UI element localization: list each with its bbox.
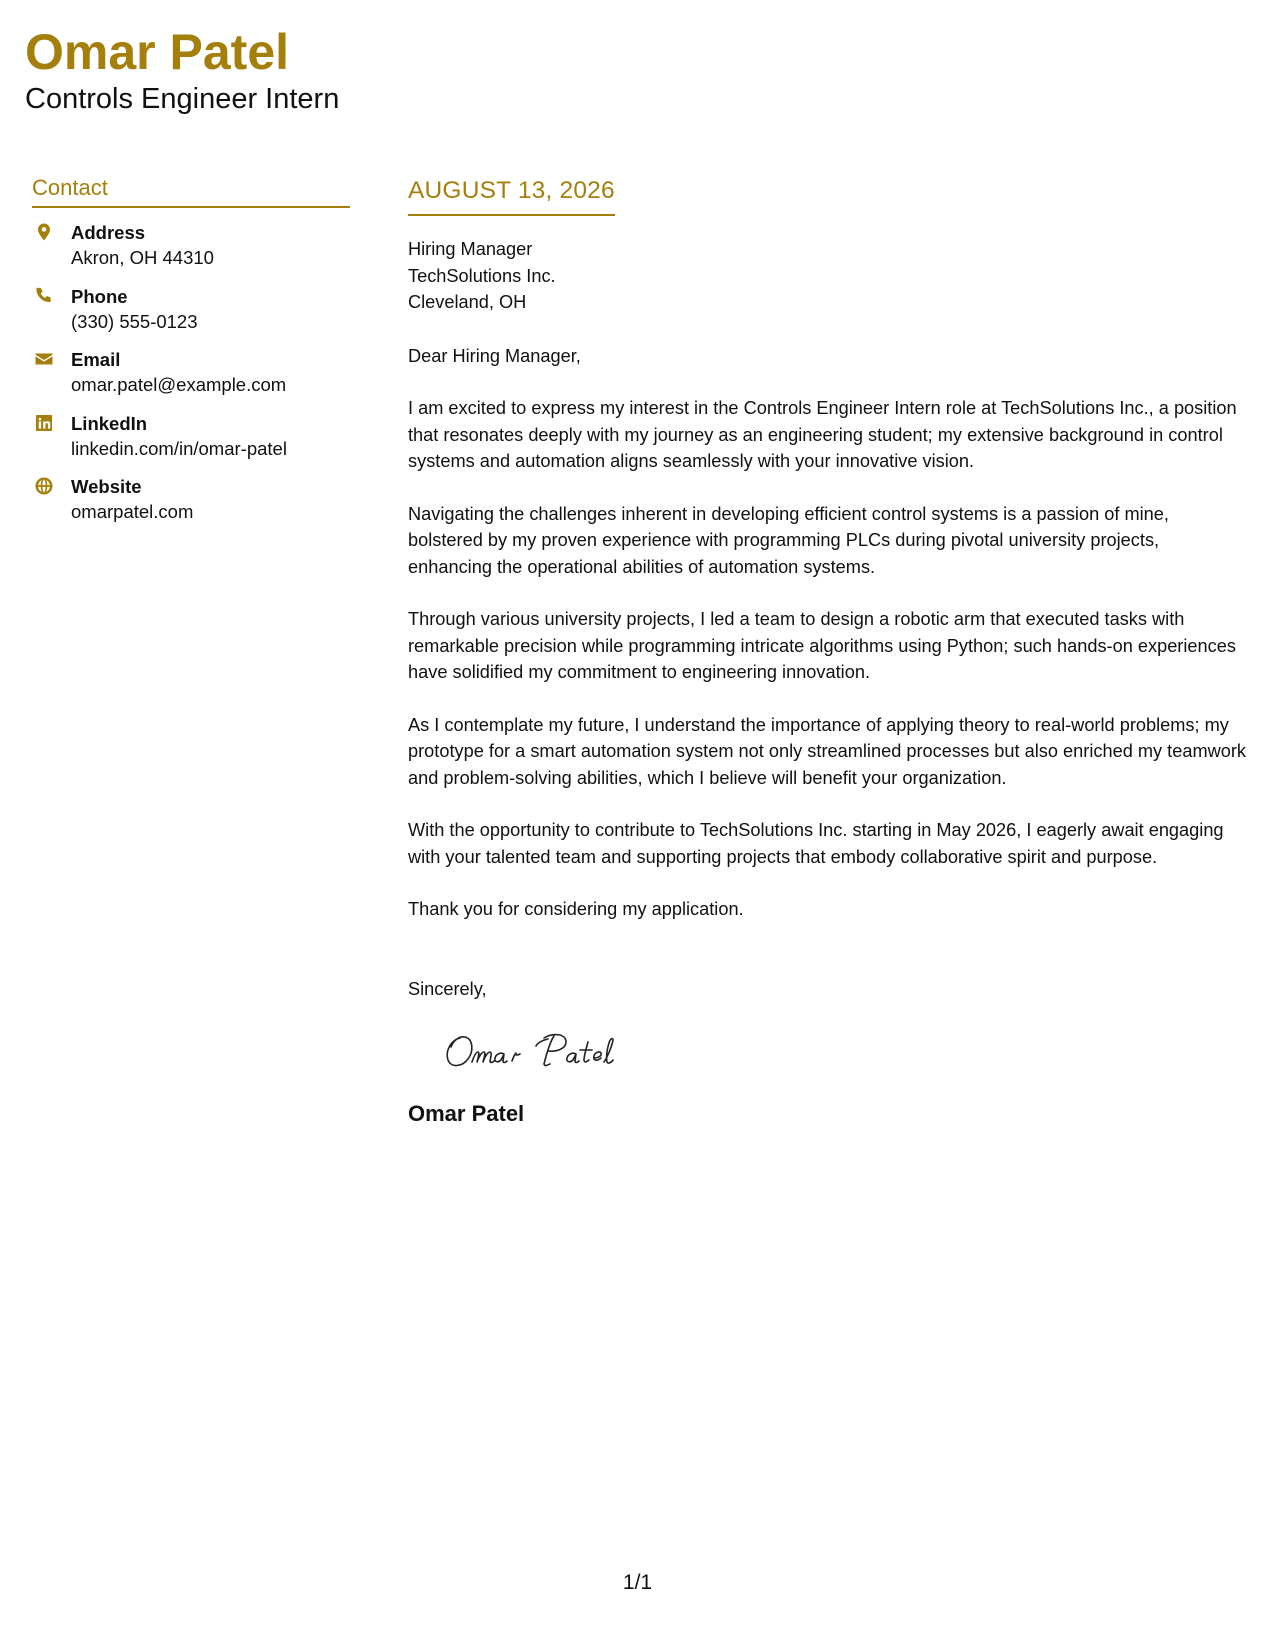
contact-label: Email (71, 349, 121, 370)
handwritten-signature (438, 1024, 658, 1082)
contact-label: Address (71, 222, 146, 243)
recipient-line: Cleveland, OH (408, 292, 527, 312)
contact-section-title: Contact (32, 174, 350, 208)
signed-name: Omar Patel (408, 1101, 525, 1126)
letter-paragraph: Thank you for considering my application. (408, 899, 744, 919)
applicant-role: Controls Engineer Intern (25, 83, 340, 115)
letter-paragraph: With the opportunity to contribute to TechSolutions Inc. starting in May 2026, I eagerly await engaging with your talented team and supporting projects that embody collaborative spirit and purpose. (408, 820, 1224, 867)
contact-label: Phone (71, 285, 128, 307)
closing: Sincerely, (408, 978, 487, 999)
letter-paragraph: I am excited to express my interest in the Controls Engineer Intern role at TechSolutions Inc., a position that resonates deeply with my journey as an engineering student; my extensive background in control systems and automation aligns seamlessly with your innovative vision. (408, 398, 1237, 471)
contact-item-email (32, 347, 350, 411)
applicant-name: Omar Patel (25, 24, 290, 80)
contact-sidebar (32, 174, 350, 538)
page-number: 1/1 (622, 1571, 653, 1594)
contact-item-address (32, 220, 350, 284)
contact-item-linkedin (32, 411, 350, 475)
date-block (408, 176, 615, 216)
letter-body (408, 176, 1248, 1128)
recipient-line: TechSolutions Inc. (408, 265, 556, 286)
linkedin-icon (34, 413, 54, 433)
recipient-line: Hiring Manager (408, 239, 533, 259)
letter-paragraph: Through various university projects, I led a team to design a robotic arm that executed tasks with remarkable precision while programming intricate algorithms using Python; such hands-on experiences have solidified my commitment to engineering innovation. (408, 609, 1236, 682)
contact-value: Akron, OH 44310 (71, 247, 214, 268)
salutation: Dear Hiring Manager, (408, 345, 581, 366)
map-pin-icon (34, 222, 54, 242)
contact-item-website (32, 474, 350, 538)
contact-value: omarpatel.com (71, 501, 194, 522)
letter-date: AUGUST 13, 2026 (408, 177, 615, 204)
recipient-block (408, 236, 1248, 316)
contact-value: (330) 555-0123 (71, 310, 198, 332)
globe-icon (34, 476, 54, 496)
letter-header (25, 22, 339, 116)
phone-icon (34, 286, 54, 306)
contact-value: omar.patel@example.com (71, 374, 287, 395)
contact-value: linkedin.com/in/omar-patel (71, 437, 287, 459)
letter-paragraph: As I contemplate my future, I understand the importance of applying theory to real-world problems; my prototype for a smart automation system not only streamlined processes but also enriched my teamwork and problem-solving abilities, which I believe will benefit your organization. (408, 714, 1247, 788)
letter-paragraph: Navigating the challenges inherent in developing efficient control systems is a passion of mine, bolstered by my proven experience with programming PLCs during pivotal university projects, enhancing the operational abilities of automation systems. (408, 503, 1169, 577)
contact-item-phone (32, 284, 350, 348)
contact-label: LinkedIn (71, 412, 148, 434)
contact-label: Website (71, 476, 142, 497)
contact-list (32, 220, 350, 538)
envelope-icon (34, 349, 54, 369)
